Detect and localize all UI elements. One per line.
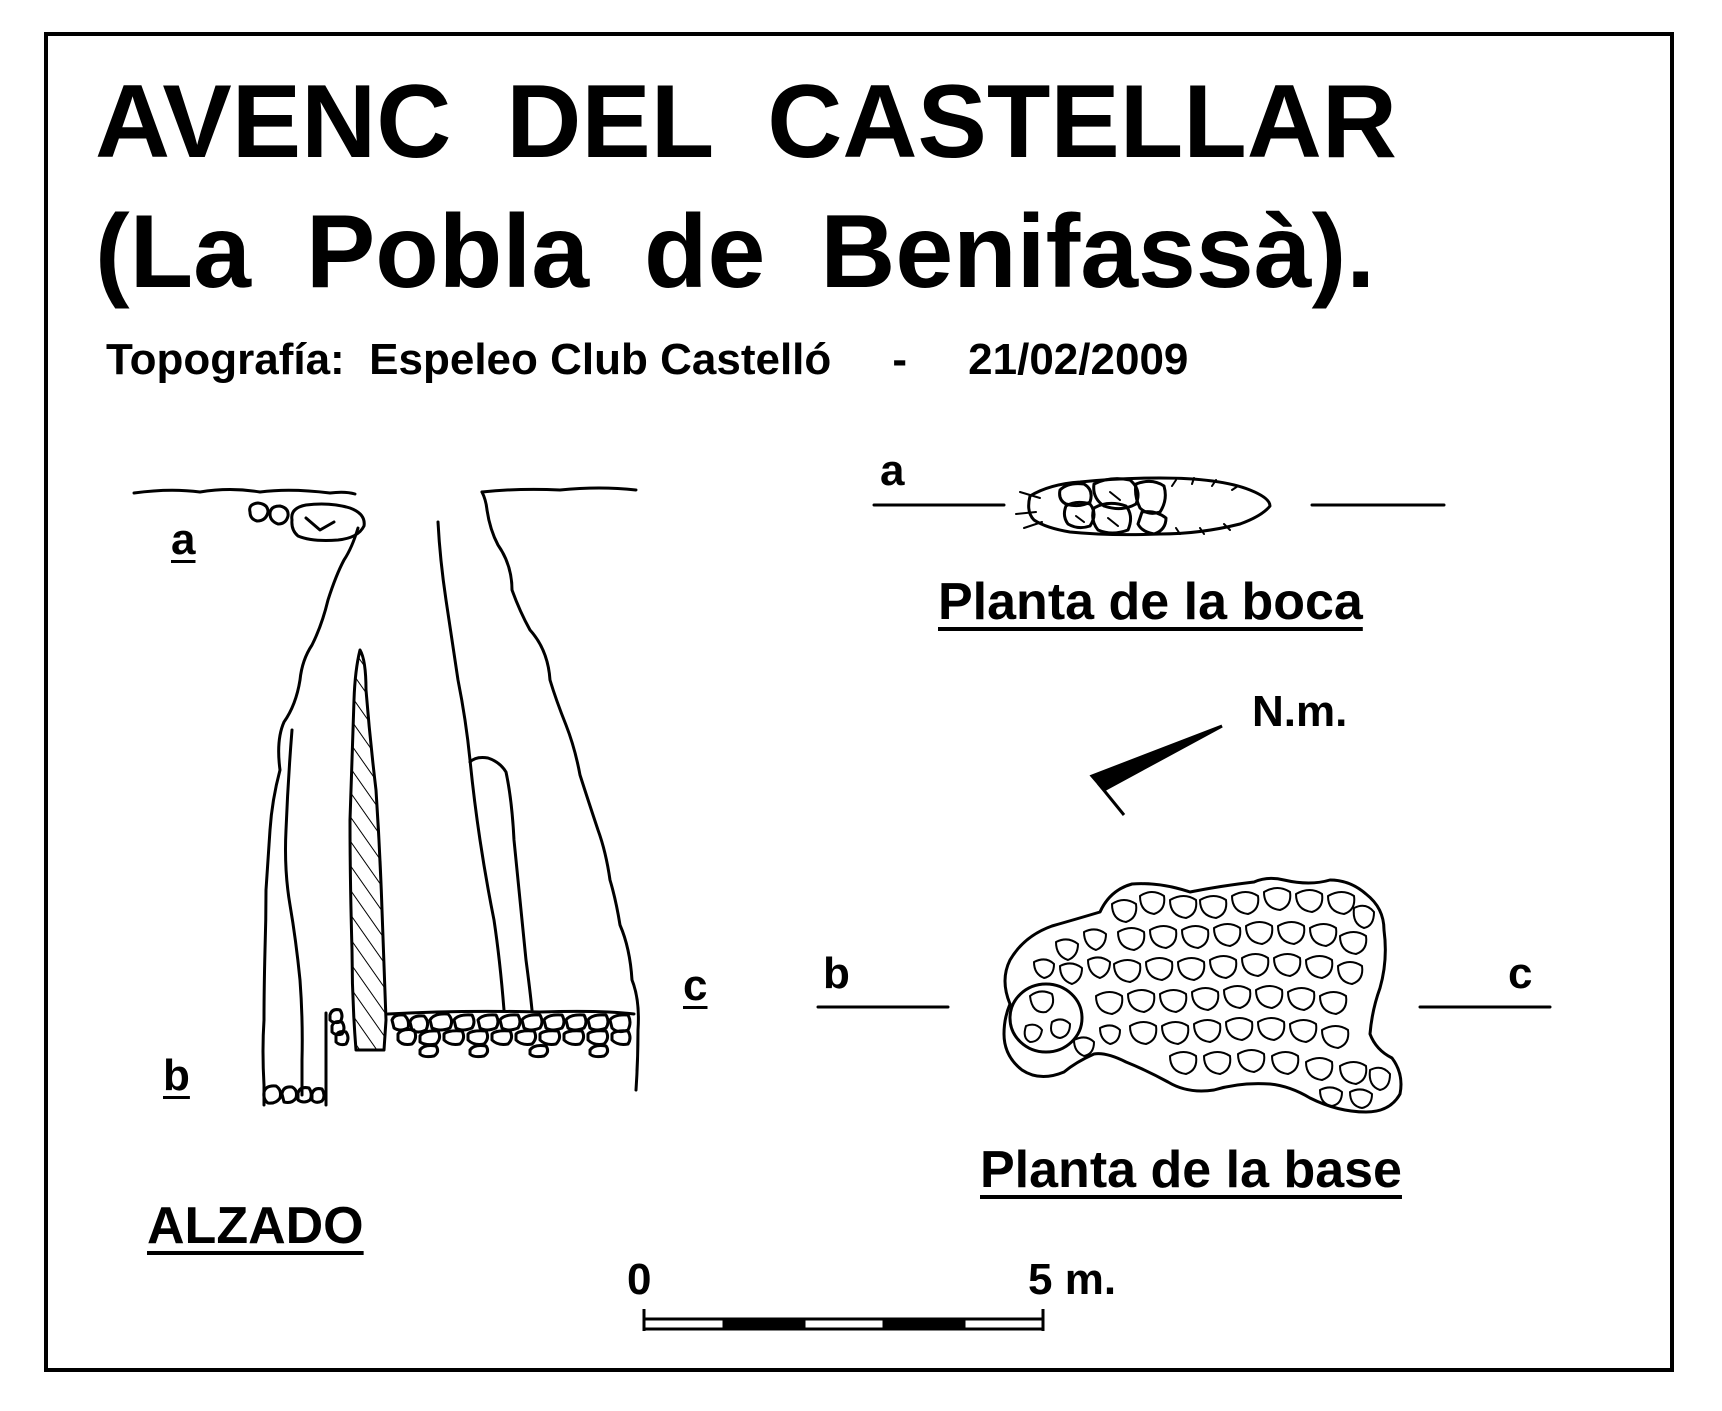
mouth-plan — [874, 478, 1444, 535]
elevation-label-a: a — [171, 515, 196, 564]
north-label: N.m. — [1252, 687, 1348, 736]
base-plan-label-b: b — [823, 949, 850, 998]
base-chamber — [1010, 984, 1082, 1052]
rubble-left — [264, 1086, 324, 1103]
scale-segment-dark-1 — [724, 1319, 804, 1329]
crack-line-1 — [438, 522, 504, 1010]
mouth-plan-label-a: a — [880, 446, 905, 495]
shaft-wall-left — [263, 528, 358, 1105]
base-plan-label-c: c — [1508, 949, 1533, 998]
scale-start-label: 0 — [627, 1255, 652, 1304]
rock-pillar — [350, 650, 386, 1050]
scale-bar — [644, 1309, 1043, 1331]
mouth-plan-heading: Planta de la boca — [938, 573, 1363, 631]
elevation-label-b: b — [163, 1051, 190, 1100]
mouth-boulders — [250, 503, 365, 541]
base-blocks — [1025, 888, 1390, 1108]
mouth-blocks — [1060, 478, 1238, 534]
scale-segment-dark-2 — [884, 1319, 964, 1329]
rubble-floor — [392, 1014, 630, 1057]
survey-credit: Topografía: Espeleo Club Castelló - 21/02/2009 — [106, 335, 1189, 384]
base-plan-heading: Planta de la base — [980, 1141, 1402, 1199]
cave-location: (La Pobla de Benifassà). — [95, 194, 1376, 310]
elevation-label-c: c — [683, 961, 708, 1010]
elevation-heading: ALZADO — [147, 1197, 364, 1255]
base-plan — [818, 878, 1550, 1112]
surface-line-right — [482, 488, 636, 492]
cave-title: AVENC DEL CASTELLAR — [95, 64, 1397, 180]
surface-line-left — [134, 490, 355, 495]
scale-end-label: 5 m. — [1028, 1255, 1117, 1304]
shaft-wall-right — [482, 492, 638, 1090]
shaft-inner-line — [286, 730, 303, 1095]
pillar-stones — [330, 1010, 348, 1045]
north-arrow-icon — [1092, 726, 1222, 815]
elevation-section — [134, 488, 638, 1105]
